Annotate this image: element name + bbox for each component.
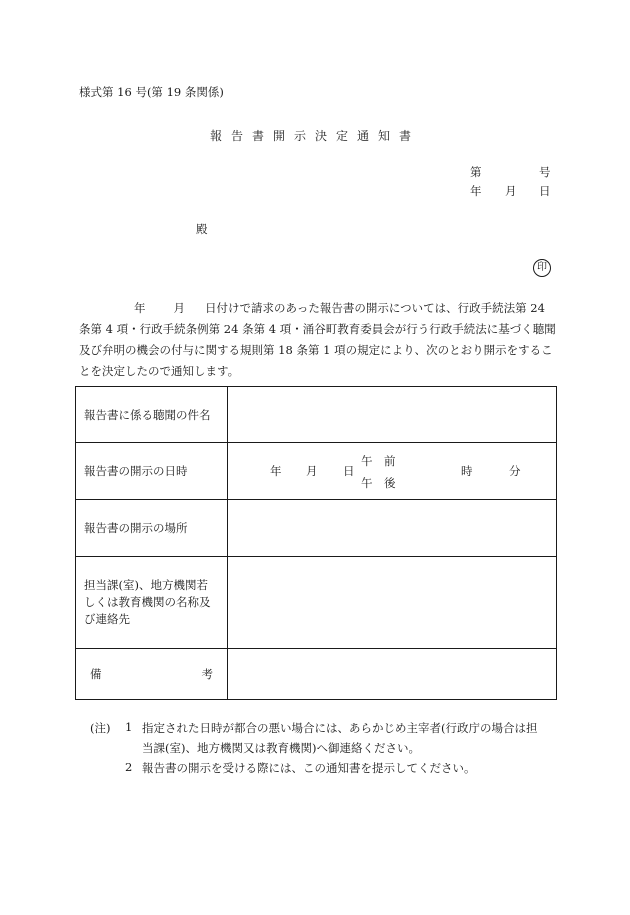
remarks-label (76, 649, 228, 700)
number-unit: 号 (539, 165, 551, 179)
table-row (76, 557, 557, 649)
paragraph-line-3: 及び弁明の機会の付与に関する規則第 18 条第 1 項の規定により、次のとおり開示をするこ (79, 343, 553, 357)
table-row (76, 649, 557, 700)
note-1-number: 1 (125, 720, 133, 734)
note-1-line-2: 当課(室)、地方機関又は教育機関)へ御連絡ください。 (142, 741, 420, 755)
form-number: 様式第 16 号(第 19 条関係) (79, 85, 224, 99)
paragraph-line-1 (79, 298, 551, 319)
note-1-line-1: 指定された日時が都合の悪い場合には、あらかじめ主宰者(行政庁の場合は担 (142, 721, 538, 735)
disclosure-table (75, 386, 557, 700)
datetime-value[interactable] (228, 443, 557, 500)
document-title: 報告書開示決定通知書 (209, 129, 420, 143)
subject-label: 報告書に係る聴聞の件名 (76, 387, 228, 443)
datetime-day: 日 (343, 464, 355, 478)
seal-icon: 印 (533, 259, 551, 277)
paragraph-year: 年 (134, 301, 146, 315)
contact-label-line-3: び連絡先 (84, 612, 130, 626)
contact-label-line-1: 担当課(室)、地方機関若 (84, 578, 208, 592)
table-row (76, 443, 557, 500)
issue-date-year: 年 (470, 184, 482, 198)
datetime-year: 年 (270, 464, 282, 478)
location-label: 報告書の開示の場所 (76, 500, 228, 557)
paragraph-line-1-text: 日付けで請求のあった報告書の開示については、行政手続法第 24 (205, 301, 545, 315)
number-label: 第 (470, 165, 482, 179)
note-prefix: (注) (90, 721, 111, 735)
addressee-suffix: 殿 (196, 222, 208, 236)
notification-paragraph (79, 298, 556, 382)
issue-date-day: 日 (539, 184, 551, 198)
datetime-hour: 時 (461, 464, 473, 478)
paragraph-line-4: とを決定したので通知します。 (79, 364, 240, 378)
datetime-minute: 分 (509, 464, 521, 478)
contact-label-line-2: しくは教育機関の名称及 (84, 595, 211, 609)
note-2-number: 2 (125, 760, 133, 774)
subject-value[interactable] (228, 387, 557, 443)
note-2-line-1: 報告書の開示を受ける際には、この通知書を提示してください。 (142, 761, 476, 775)
table-row (76, 387, 557, 443)
paragraph-month: 月 (173, 301, 185, 315)
datetime-am: 午 前 (361, 454, 396, 468)
table-row (76, 500, 557, 557)
contact-value[interactable] (228, 557, 557, 649)
paragraph-line-2: 条第 4 項・行政手続条例第 24 条第 4 項・涌谷町教育委員会が行う行政手続法に基づく聴聞 (79, 322, 556, 336)
datetime-month: 月 (306, 464, 318, 478)
contact-label (76, 557, 228, 649)
remarks-label-a: 備 (90, 667, 102, 681)
datetime-pm: 午 後 (361, 476, 396, 490)
remarks-label-b: 考 (201, 667, 213, 681)
issue-date-month: 月 (505, 184, 517, 198)
remarks-value[interactable] (228, 649, 557, 700)
datetime-label: 報告書の開示の日時 (76, 443, 228, 500)
location-value[interactable] (228, 500, 557, 557)
